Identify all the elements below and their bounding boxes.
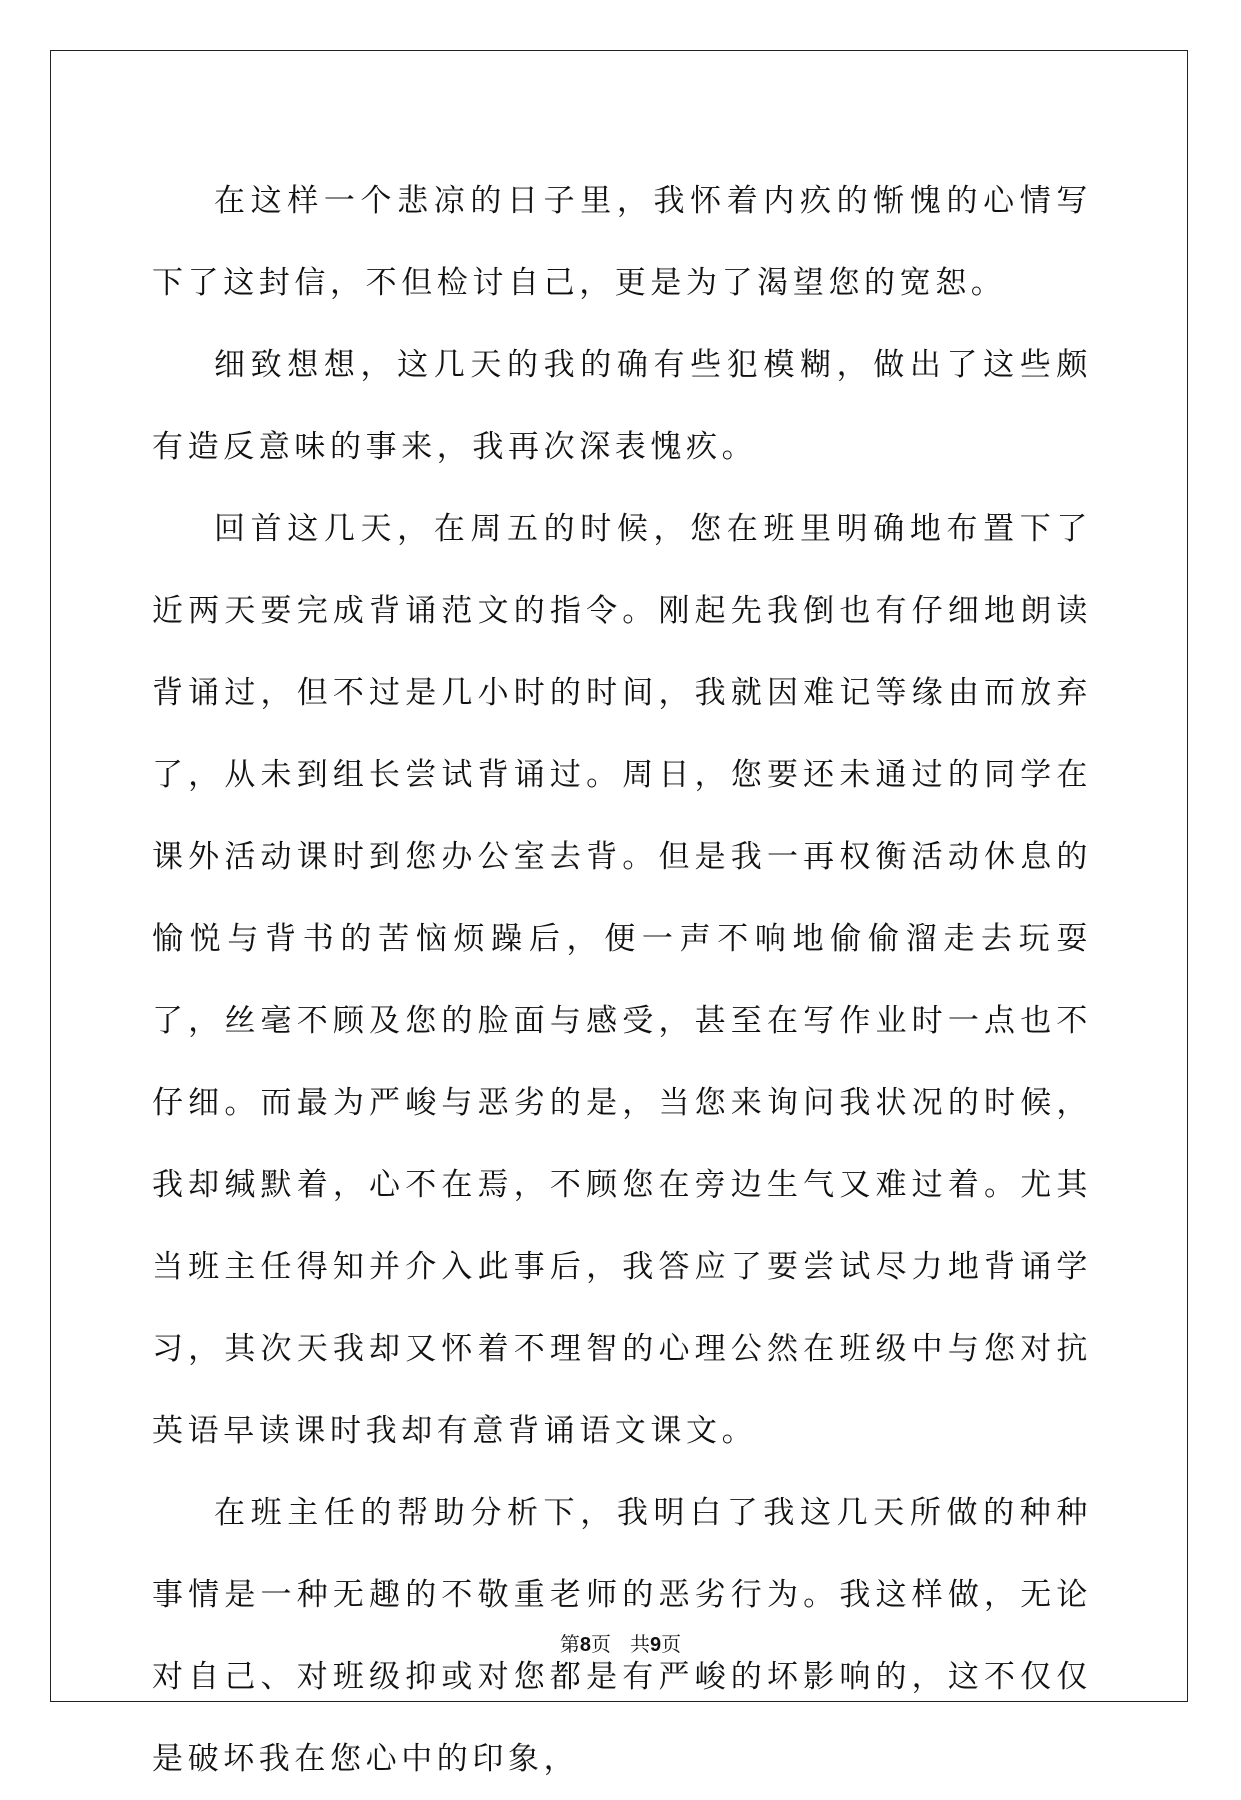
footer-total-pages: 9 — [650, 1634, 662, 1656]
footer-page-suffix: 页 — [590, 1632, 611, 1656]
document-body — [152, 160, 1092, 1800]
paragraph-3: 回首这几天，在周五的时候，您在班里明确地布置下了近两天要完成背诵范文的指令。刚起先我倒也有仔细地朗读背诵过，但不过是几小时的时间，我就因难记等缘由而放弃了，从未到组长尝试背诵过。周日，您要还未通过的同学在课外活动课时到您办公室去背。但是我一再权衡活动休息的愉悦与背书的苦恼烦躁后，便一声不响地偷偷溜走去玩耍了，丝毫不顾及您的脸面与感受，甚至在写作业时一点也不仔细。而最为严峻与恶劣的是，当您来询问我状况的时候，我却缄默着，心不在焉，不顾您在旁边生气又难过着。尤其当班主任得知并介入此事后，我答应了要尝试尽力地背诵学习，其次天我却又怀着不理智的心理公然在班级中与您对抗英语早读课时我却有意背诵语文课文。 — [152, 511, 1092, 1449]
footer-page-prefix: 第 — [559, 1632, 580, 1656]
footer-current-page: 8 — [579, 1634, 591, 1656]
footer-total-prefix: 共 — [630, 1632, 651, 1656]
paragraph-2: 细致想想，这几天的我的确有些犯模糊，做出了这些颇有造反意味的事来，我再次深表愧疚。 — [152, 347, 1092, 465]
paragraph-4: 在班主任的帮助分析下，我明白了我这几天所做的种种事情是一种无趣的不敬重老师的恶劣行为。我这样做，无论对自己、对班级抑或对您都是有严峻的坏影响的，这不仅仅是破坏我在您心中的印象， — [152, 1495, 1092, 1777]
page-footer — [0, 1628, 1241, 1657]
paragraph-1: 在这样一个悲凉的日子里，我怀着内疚的惭愧的心情写下了这封信，不但检讨自己，更是为了渴望您的宽恕。 — [152, 183, 1092, 301]
footer-total-suffix: 页 — [661, 1632, 682, 1656]
